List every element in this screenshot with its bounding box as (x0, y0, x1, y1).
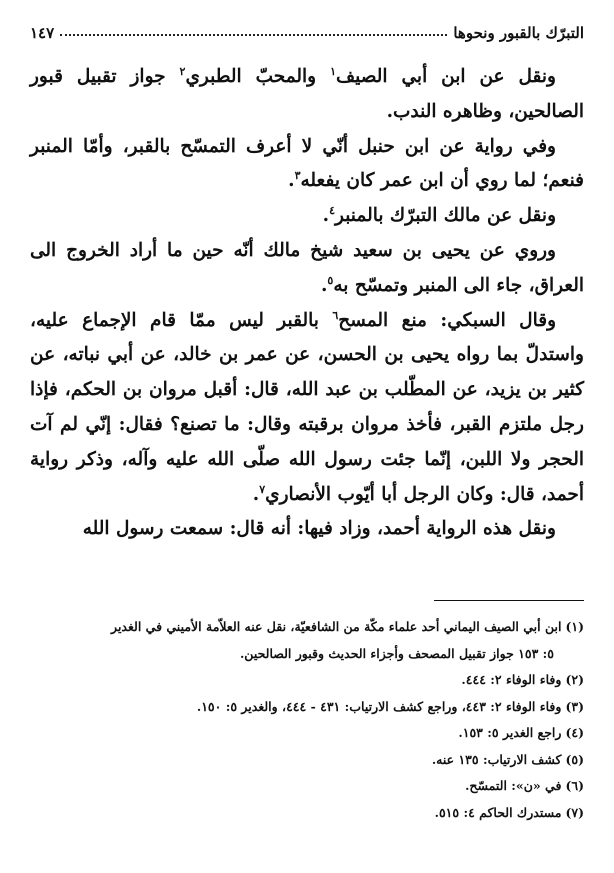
paragraph (30, 304, 584, 513)
footnote-number: (٥) (565, 751, 584, 767)
footnote (30, 667, 584, 694)
footnote-ref: ٥ (327, 273, 334, 287)
footnote-number: (١) (565, 619, 584, 634)
footnote-number: (٦) (565, 778, 584, 793)
text-run: ونقل هذه الرواية أحمد، وزاد فيها: أنه قال: سمعت رسول الله (82, 518, 556, 540)
footnote-text: وفاء الوفاء ٢: ٤٤٣، وراجع كشف الارتياب: ٤٣١ - ٤٤٤، والغدير ٥: ١٥٠. (196, 698, 562, 714)
footnote-number: (٢) (565, 672, 584, 687)
footnote-continuation: ٥: ١٥٣ جواز تقبيل المصحف وأجزاء الحديث وقبور الصالحين. (239, 645, 554, 661)
footnote-number: (٧) (565, 804, 584, 820)
footnote-text: في «ن»: التمسّح. (465, 778, 562, 793)
text-run: وفي رواية عن ابن حنبل أنّي لا أعرف التمسّح بالقبر، وأمّا المنبر فنعم؛ لما روي أن ابن عمر كان يفعله (30, 135, 584, 192)
footnote-number: (٤) (565, 725, 584, 740)
footnote-text: ابن أبي الصيف اليماني أحد علماء مكّة من الشافعيّة، نقل عنه العلاّمة الأميني في الغدير (111, 619, 562, 634)
footnote-ref: ٣ (294, 169, 301, 183)
footnote-text: راجع الغدير ٥: ١٥٣. (458, 725, 562, 740)
footnote (30, 747, 584, 774)
paragraph (30, 60, 584, 130)
text-run: بالقبر ليس ممّا قام الإجماع عليه، واستدلّ بما رواه يحيى بن الحسن، عن عمر بن خالد، عن أبي نباته، عن كثير بن يزيد، عن المطّلب بن عبد الله، قال: أقبل مروان بن الحكم، فإذا رجل ملتزم القبر، فأخذ مروان برقبته وقال: ما تصنع؟ فقال: إنّي لم آت الحجر ولا اللبن، إنّما جئت رسول الله صلّى الله عليه وآله، وذكر رواية أحمد، قال: وكان الرجل أبا أيّوب الأنصاري (30, 309, 584, 505)
footnote-text: وفاء الوفاء ٢: ٤٤٤. (461, 672, 562, 687)
footnote (30, 614, 584, 667)
text-run: وقال السبكي: منع المسح (338, 309, 557, 331)
footnote-ref: ١ (330, 64, 336, 78)
text-run: . (252, 483, 260, 505)
footnote (30, 720, 584, 747)
text-run: والمحبّ الطبري (185, 66, 331, 87)
paragraph (30, 130, 584, 200)
footnote-ref: ٦ (332, 308, 339, 322)
main-text (30, 60, 584, 547)
paragraph (30, 512, 584, 547)
footnote-ref: ٢ (179, 64, 186, 78)
text-run: . (320, 274, 328, 296)
footnote-ref: ٤ (329, 204, 335, 218)
footnote (30, 773, 584, 800)
text-run: ونقل عن مالك التبرّك بالمنبر (335, 205, 556, 227)
footnote-text: مستدرك الحاكم ٤: ٥١٥. (434, 804, 562, 820)
page-number: ١٤٧ (30, 24, 55, 42)
text-run: . (288, 170, 295, 192)
footnote-text: كشف الارتياب: ١٣٥ عنه. (431, 751, 562, 767)
text-run: . (322, 205, 330, 227)
footnote (30, 800, 584, 827)
text-run: ونقل عن ابن أبي الصيف (336, 66, 556, 87)
footnote-separator (434, 600, 584, 601)
footnote-number: (٣) (565, 698, 584, 714)
footnotes (30, 614, 584, 826)
running-header (30, 18, 584, 42)
paragraph (30, 234, 584, 304)
footnote (30, 694, 584, 721)
paragraph (30, 199, 584, 234)
footnote-ref: ٧ (259, 482, 266, 496)
text-run: وروي عن يحيى بن سعيد شيخ مالك أنّه حين ما أراد الخروج الى العراق، جاء الى المنبر وتمسّح به (30, 239, 584, 296)
text-run: جواز تقبيل قبور الصالحين، وظاهره الندب. (30, 66, 584, 122)
leader-dots (60, 34, 447, 36)
running-title: التبرّك بالقبور ونحوها (453, 24, 584, 42)
